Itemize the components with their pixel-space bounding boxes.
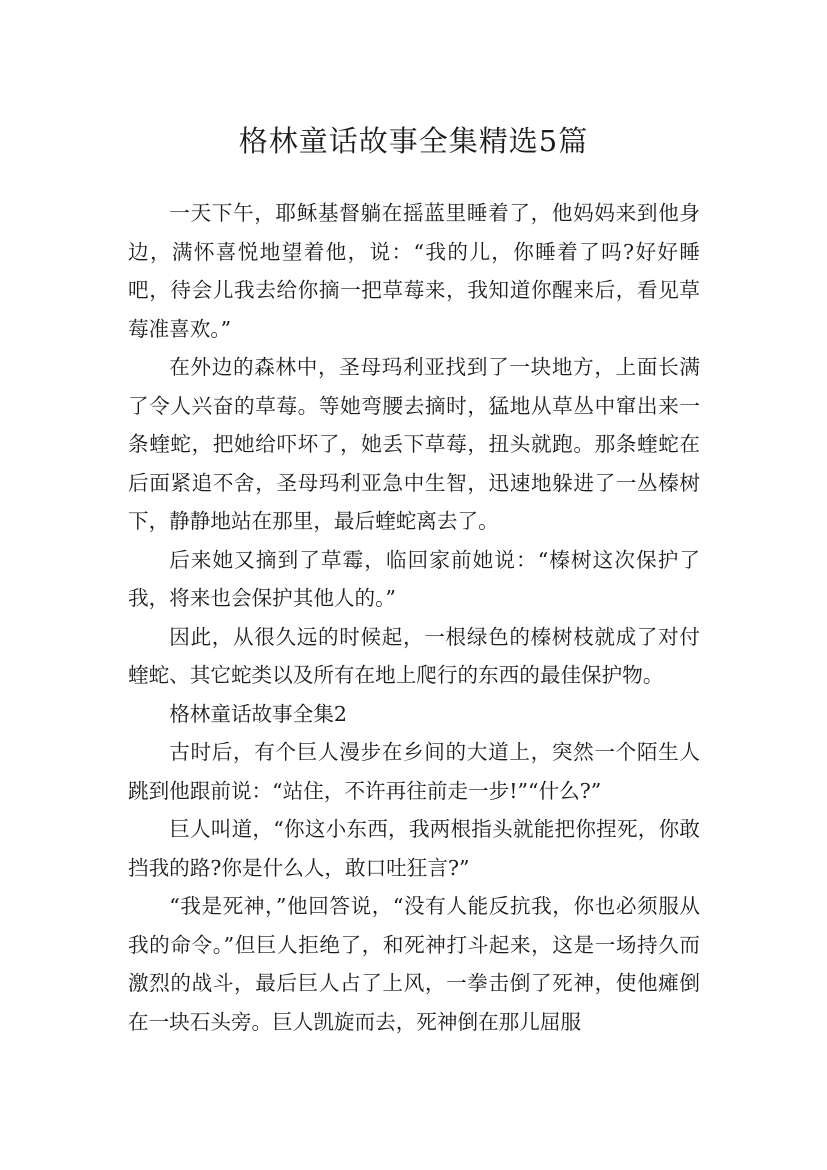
section-heading: 格林童话故事全集2 — [169, 701, 348, 726]
paragraph: 在外边的森林中，圣母玛利亚找到了一块地方，上面长满了令人兴奋的草莓。等她弯腰去摘时，猛地从草丛中窜出来一条蝰蛇，把她给吓坏了，她丢下草莓，扭头就跑。那条蝰蛇在后面紧追不舍，圣母玛利亚急中生智，迅速地躲进了一丛榛树下，静静地站在那里，最后蝰蛇离去了。 — [128, 355, 700, 533]
paragraph: 巨人叫道，“你这小东西，我两根指头就能把你捏死，你敢挡我的路?你是什么人，敢口吐狂言?” — [128, 817, 700, 880]
paragraph: 古时后，有个巨人漫步在乡间的大道上，突然一个陌生人跳到他跟前说：“站住，不许再往前走一步!”“什么?” — [128, 740, 700, 803]
document-title: 格林童话故事全集精选5篇 — [238, 124, 589, 159]
paragraph: 一天下午，耶稣基督躺在摇蓝里睡着了，他妈妈来到他身边，满怀喜悦地望着他，说：“我的儿，你睡着了吗?好好睡吧，待会儿我去给你摘一把草莓来，我知道你醒来后，看见草莓准喜欢。” — [128, 201, 700, 341]
paragraph: 后来她又摘到了草霉，临回家前她说：“榛树这次保护了我，将来也会保护其他人的。” — [128, 547, 700, 610]
paragraph: “我是死神，”他回答说，“没有人能反抗我，你也必须服从我的命令。”但巨人拒绝了，和死神打斗起来，这是一场持久而激烈的战斗，最后巨人占了上风，一拳击倒了死神，使他瘫倒在一块石头旁。巨人凯旋而去，死神倒在那儿屈服 — [128, 894, 700, 1034]
document-body — [128, 194, 700, 1041]
paragraph: 因此，从很久远的时候起，一根绿色的榛树枝就成了对付蝰蛇、其它蛇类以及所有在地上爬行的东西的最佳保护物。 — [128, 624, 700, 687]
